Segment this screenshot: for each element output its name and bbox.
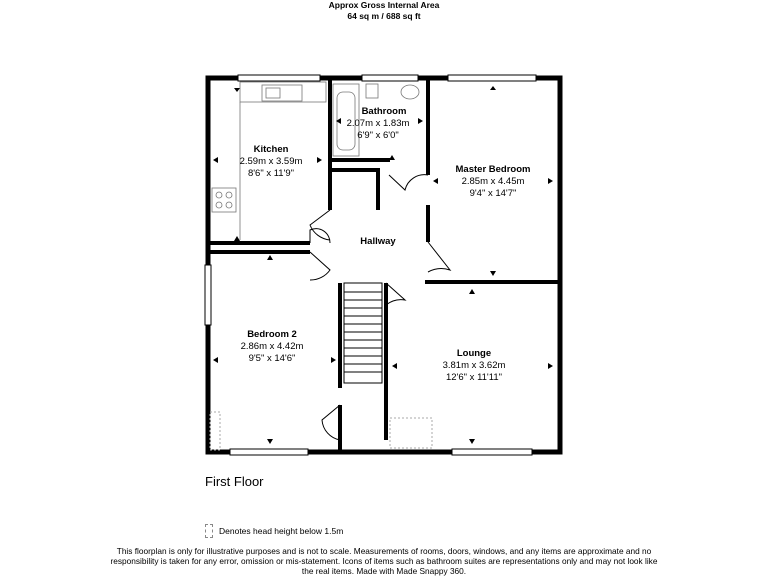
master-bedroom-door (428, 242, 450, 272)
lounge-metric: 3.81m x 3.62m (442, 360, 506, 371)
head-height-marker (210, 412, 220, 450)
area-value: 64 sq m / 688 sq ft (347, 11, 421, 21)
basin-icon (401, 85, 419, 99)
bathroom-imperial: 6'9" x 6'0" (357, 130, 399, 141)
lounge-door (386, 283, 405, 305)
lounge-window (452, 449, 532, 455)
bedroom2-name: Bedroom 2 (247, 329, 297, 340)
kitchen-imperial: 8'6" x 11'9" (247, 168, 295, 179)
lounge-name: Lounge (456, 348, 492, 359)
bathroom-window (362, 75, 418, 81)
master-bedroom-name: Master Bedroom (455, 164, 531, 175)
bedroom2-imperial: 9'5" x 14'6" (248, 353, 296, 364)
sink-icon (262, 85, 302, 101)
bathroom-name: Bathroom (361, 106, 407, 117)
kitchen-name: Kitchen (253, 144, 289, 155)
cupboard-wall (332, 170, 378, 210)
bedroom2-window (230, 449, 308, 455)
hallway-name: Hallway (360, 236, 396, 247)
staircase (344, 283, 382, 383)
landing-door (322, 405, 340, 440)
disclaimer: This floorplan is only for illustrative purposes and is not to scale. Measurements of rooms, doors, windows, and any items are approximate and no responsibility is taken for any error, omission or mis-statement. Icons of items such as bathroom suites are representations only and may not look like the real items. Made with Made Snappy 360. (110, 546, 658, 576)
head-height-marker (390, 418, 432, 448)
hob-icon (212, 188, 236, 212)
master-bedroom-imperial: 9'4" x 14'7" (469, 188, 517, 199)
master-bedroom-window (448, 75, 536, 81)
head-height-legend-icon (205, 524, 213, 538)
lounge-imperial: 12'6" x 11'11" (446, 372, 502, 383)
master-bedroom-metric: 2.85m x 4.45m (461, 176, 525, 187)
legend (205, 524, 343, 538)
floor-label: First Floor (205, 474, 264, 489)
bedroom2-door (310, 252, 330, 280)
legend-text: Denotes head height below 1.5m (219, 526, 344, 536)
area-title: Approx Gross Internal Area (328, 0, 440, 10)
bathroom-door (389, 175, 428, 190)
bathroom-metric: 2.07m x 1.83m (346, 118, 410, 129)
bedroom2-metric: 2.86m x 4.42m (240, 341, 304, 352)
bedroom2-side-window (205, 265, 211, 325)
kitchen-metric: 2.59m x 3.59m (239, 156, 303, 167)
kitchen-window (238, 75, 320, 81)
toilet-icon (366, 84, 378, 98)
cupboard-door (310, 210, 330, 240)
